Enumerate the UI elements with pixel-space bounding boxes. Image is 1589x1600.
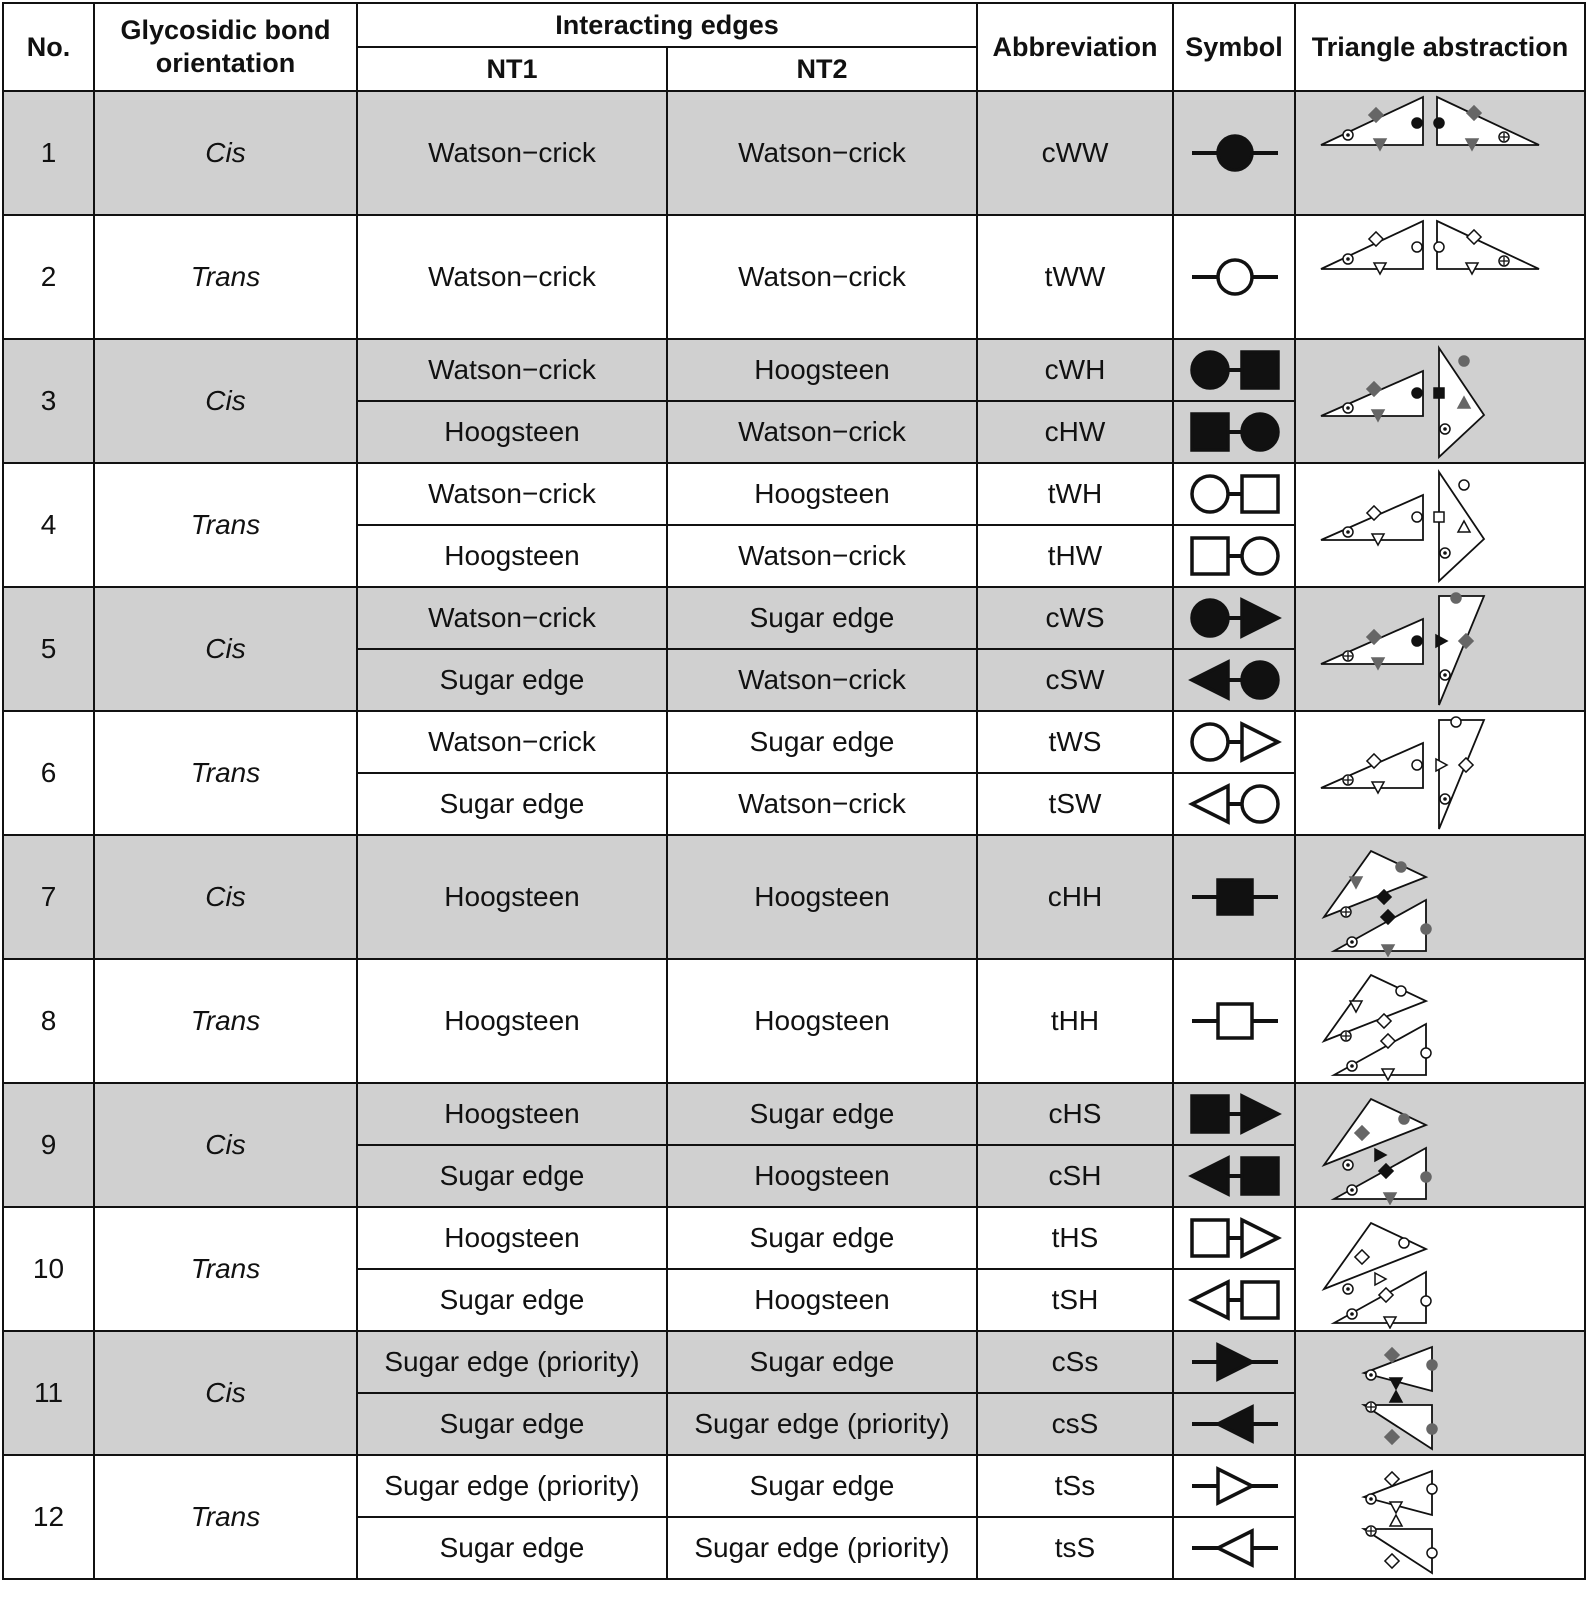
header-symbol: Symbol bbox=[1173, 3, 1295, 91]
nt2-edge: Hoogsteen bbox=[667, 959, 977, 1083]
filled-circle-triangle-symbol-icon bbox=[1174, 592, 1296, 644]
glycosidic-orientation: Trans bbox=[94, 959, 357, 1083]
abbreviation: tWW bbox=[977, 215, 1173, 339]
abbreviation: cHH bbox=[977, 835, 1173, 959]
cis-ww-triangles-icon bbox=[1296, 93, 1586, 213]
header-abbreviation: Abbreviation bbox=[977, 3, 1173, 91]
nt2-edge: Sugar edge bbox=[667, 1331, 977, 1393]
nt1-edge: Watson−crick bbox=[357, 587, 667, 649]
open-triangle-square-symbol-icon bbox=[1174, 1274, 1296, 1326]
triangle-abstraction bbox=[1295, 959, 1585, 1083]
symbol-cell bbox=[1173, 1393, 1295, 1455]
glycosidic-orientation: Cis bbox=[94, 91, 357, 215]
nt1-edge: Sugar edge bbox=[357, 1517, 667, 1579]
nt2-edge: Hoogsteen bbox=[667, 1269, 977, 1331]
symbol-cell bbox=[1173, 525, 1295, 587]
triangle-abstraction bbox=[1295, 835, 1585, 959]
open-triangle-circle-symbol-icon bbox=[1174, 778, 1296, 830]
symbol-cell bbox=[1173, 1145, 1295, 1207]
cis-ss-triangles-icon bbox=[1296, 1333, 1586, 1453]
table-row bbox=[3, 91, 1585, 215]
base-pair-table bbox=[2, 2, 1586, 1580]
open-circle-triangle-symbol-icon bbox=[1174, 716, 1296, 768]
nt2-edge: Hoogsteen bbox=[667, 1145, 977, 1207]
glycosidic-orientation: Cis bbox=[94, 339, 357, 463]
trans-ww-triangles-icon bbox=[1296, 217, 1586, 337]
abbreviation: tSs bbox=[977, 1455, 1173, 1517]
glycosidic-orientation: Cis bbox=[94, 1083, 357, 1207]
nt1-edge: Hoogsteen bbox=[357, 525, 667, 587]
nt2-edge: Hoogsteen bbox=[667, 835, 977, 959]
trans-hs-triangles-icon bbox=[1296, 1209, 1586, 1329]
row-number: 3 bbox=[3, 339, 94, 463]
abbreviation: tsS bbox=[977, 1517, 1173, 1579]
nt1-edge: Watson−crick bbox=[357, 91, 667, 215]
header-glycosidic: Glycosidic bond orientation bbox=[94, 3, 357, 91]
triangle-abstraction bbox=[1295, 1083, 1585, 1207]
nt1-edge: Sugar edge bbox=[357, 773, 667, 835]
abbreviation: tHS bbox=[977, 1207, 1173, 1269]
row-number: 9 bbox=[3, 1083, 94, 1207]
symbol-cell bbox=[1173, 773, 1295, 835]
nt2-edge: Watson−crick bbox=[667, 401, 977, 463]
table-row bbox=[3, 711, 1585, 773]
symbol-cell bbox=[1173, 1331, 1295, 1393]
symbol-cell bbox=[1173, 1455, 1295, 1517]
triangle-abstraction bbox=[1295, 1331, 1585, 1455]
triangle-abstraction bbox=[1295, 587, 1585, 711]
symbol-cell bbox=[1173, 835, 1295, 959]
nt2-edge: Watson−crick bbox=[667, 525, 977, 587]
triangle-abstraction bbox=[1295, 215, 1585, 339]
header-no: No. bbox=[3, 3, 94, 91]
abbreviation: tWS bbox=[977, 711, 1173, 773]
header-nt1: NT1 bbox=[357, 47, 667, 91]
abbreviation: cSW bbox=[977, 649, 1173, 711]
table-row bbox=[3, 959, 1585, 1083]
symbol-cell bbox=[1173, 1269, 1295, 1331]
symbol-cell bbox=[1173, 463, 1295, 525]
table-row bbox=[3, 215, 1585, 339]
table-row bbox=[3, 1207, 1585, 1269]
open-circle-square-symbol-icon bbox=[1174, 468, 1296, 520]
cis-hs-triangles-icon bbox=[1296, 1085, 1586, 1205]
filled-triangle-left-symbol-icon bbox=[1174, 1394, 1296, 1454]
table-row bbox=[3, 587, 1585, 649]
glycosidic-orientation: Trans bbox=[94, 1455, 357, 1579]
abbreviation: cWS bbox=[977, 587, 1173, 649]
abbreviation: tHW bbox=[977, 525, 1173, 587]
nt1-edge: Sugar edge bbox=[357, 1393, 667, 1455]
header-interacting-edges: Interacting edges bbox=[357, 3, 977, 47]
header-nt2: NT2 bbox=[667, 47, 977, 91]
nt1-edge: Watson−crick bbox=[357, 711, 667, 773]
nt1-edge: Watson−crick bbox=[357, 339, 667, 401]
symbol-cell bbox=[1173, 711, 1295, 773]
glycosidic-orientation: Trans bbox=[94, 1207, 357, 1331]
nt1-edge: Watson−crick bbox=[357, 463, 667, 525]
glycosidic-orientation: Cis bbox=[94, 1331, 357, 1455]
row-number: 11 bbox=[3, 1331, 94, 1455]
table-row bbox=[3, 463, 1585, 525]
open-triangle-right-symbol-icon bbox=[1174, 1456, 1296, 1516]
row-number: 8 bbox=[3, 959, 94, 1083]
filled-square-triangle-symbol-icon bbox=[1174, 1088, 1296, 1140]
glycosidic-orientation: Trans bbox=[94, 711, 357, 835]
nt2-edge: Hoogsteen bbox=[667, 463, 977, 525]
abbreviation: tWH bbox=[977, 463, 1173, 525]
nt1-edge: Hoogsteen bbox=[357, 401, 667, 463]
nt2-edge: Watson−crick bbox=[667, 649, 977, 711]
nt1-edge: Hoogsteen bbox=[357, 1083, 667, 1145]
cis-ws-triangles-icon bbox=[1296, 589, 1586, 709]
trans-hh-triangles-icon bbox=[1296, 961, 1586, 1081]
cis-wh-triangles-icon bbox=[1296, 341, 1586, 461]
symbol-cell bbox=[1173, 401, 1295, 463]
abbreviation: cWW bbox=[977, 91, 1173, 215]
nt1-edge: Sugar edge bbox=[357, 1145, 667, 1207]
nt2-edge: Sugar edge bbox=[667, 1083, 977, 1145]
row-number: 1 bbox=[3, 91, 94, 215]
row-number: 2 bbox=[3, 215, 94, 339]
glycosidic-orientation: Cis bbox=[94, 835, 357, 959]
row-number: 5 bbox=[3, 587, 94, 711]
nt2-edge: Watson−crick bbox=[667, 773, 977, 835]
abbreviation: cHW bbox=[977, 401, 1173, 463]
triangle-abstraction bbox=[1295, 339, 1585, 463]
nt1-edge: Sugar edge (priority) bbox=[357, 1455, 667, 1517]
glycosidic-orientation: Cis bbox=[94, 587, 357, 711]
triangle-abstraction bbox=[1295, 1455, 1585, 1579]
open-square-symbol-icon bbox=[1174, 991, 1296, 1051]
nt2-edge: Sugar edge (priority) bbox=[667, 1517, 977, 1579]
abbreviation: tSW bbox=[977, 773, 1173, 835]
header-triangle: Triangle abstraction bbox=[1295, 3, 1585, 91]
symbol-cell bbox=[1173, 649, 1295, 711]
glycosidic-orientation: Trans bbox=[94, 463, 357, 587]
trans-ss-triangles-icon bbox=[1296, 1457, 1586, 1577]
open-square-circle-symbol-icon bbox=[1174, 530, 1296, 582]
filled-circle-symbol-icon bbox=[1174, 123, 1296, 183]
nt2-edge: Sugar edge bbox=[667, 711, 977, 773]
symbol-cell bbox=[1173, 215, 1295, 339]
abbreviation: tHH bbox=[977, 959, 1173, 1083]
table-row bbox=[3, 835, 1585, 959]
nt2-edge: Sugar edge bbox=[667, 1207, 977, 1269]
abbreviation: cSs bbox=[977, 1331, 1173, 1393]
nt1-edge: Sugar edge bbox=[357, 649, 667, 711]
row-number: 7 bbox=[3, 835, 94, 959]
symbol-cell bbox=[1173, 959, 1295, 1083]
filled-triangle-right-symbol-icon bbox=[1174, 1332, 1296, 1392]
table-row bbox=[3, 339, 1585, 401]
filled-square-circle-symbol-icon bbox=[1174, 406, 1296, 458]
filled-triangle-circle-symbol-icon bbox=[1174, 654, 1296, 706]
row-number: 12 bbox=[3, 1455, 94, 1579]
open-triangle-left-symbol-icon bbox=[1174, 1518, 1296, 1578]
filled-circle-square-symbol-icon bbox=[1174, 344, 1296, 396]
open-circle-symbol-icon bbox=[1174, 247, 1296, 307]
filled-square-symbol-icon bbox=[1174, 867, 1296, 927]
trans-wh-triangles-icon bbox=[1296, 465, 1586, 585]
nt2-edge: Sugar edge bbox=[667, 587, 977, 649]
symbol-cell bbox=[1173, 339, 1295, 401]
nt2-edge: Sugar edge bbox=[667, 1455, 977, 1517]
row-number: 6 bbox=[3, 711, 94, 835]
nt1-edge: Hoogsteen bbox=[357, 1207, 667, 1269]
glycosidic-orientation: Trans bbox=[94, 215, 357, 339]
nt1-edge: Sugar edge (priority) bbox=[357, 1331, 667, 1393]
symbol-cell bbox=[1173, 1517, 1295, 1579]
nt2-edge: Sugar edge (priority) bbox=[667, 1393, 977, 1455]
open-square-triangle-symbol-icon bbox=[1174, 1212, 1296, 1264]
abbreviation: cWH bbox=[977, 339, 1173, 401]
triangle-abstraction bbox=[1295, 1207, 1585, 1331]
row-number: 10 bbox=[3, 1207, 94, 1331]
triangle-abstraction bbox=[1295, 91, 1585, 215]
nt1-edge: Watson−crick bbox=[357, 215, 667, 339]
symbol-cell bbox=[1173, 587, 1295, 649]
table-row bbox=[3, 1331, 1585, 1393]
table-row bbox=[3, 1083, 1585, 1145]
nt1-edge: Hoogsteen bbox=[357, 835, 667, 959]
nt1-edge: Sugar edge bbox=[357, 1269, 667, 1331]
nt2-edge: Hoogsteen bbox=[667, 339, 977, 401]
triangle-abstraction bbox=[1295, 711, 1585, 835]
trans-ws-triangles-icon bbox=[1296, 713, 1586, 833]
triangle-abstraction bbox=[1295, 463, 1585, 587]
filled-triangle-square-symbol-icon bbox=[1174, 1150, 1296, 1202]
cis-hh-triangles-icon bbox=[1296, 837, 1586, 957]
row-number: 4 bbox=[3, 463, 94, 587]
abbreviation: tSH bbox=[977, 1269, 1173, 1331]
table-row bbox=[3, 1455, 1585, 1517]
abbreviation: csS bbox=[977, 1393, 1173, 1455]
abbreviation: cHS bbox=[977, 1083, 1173, 1145]
nt1-edge: Hoogsteen bbox=[357, 959, 667, 1083]
nt2-edge: Watson−crick bbox=[667, 91, 977, 215]
symbol-cell bbox=[1173, 1083, 1295, 1145]
symbol-cell bbox=[1173, 1207, 1295, 1269]
nt2-edge: Watson−crick bbox=[667, 215, 977, 339]
symbol-cell bbox=[1173, 91, 1295, 215]
abbreviation: cSH bbox=[977, 1145, 1173, 1207]
